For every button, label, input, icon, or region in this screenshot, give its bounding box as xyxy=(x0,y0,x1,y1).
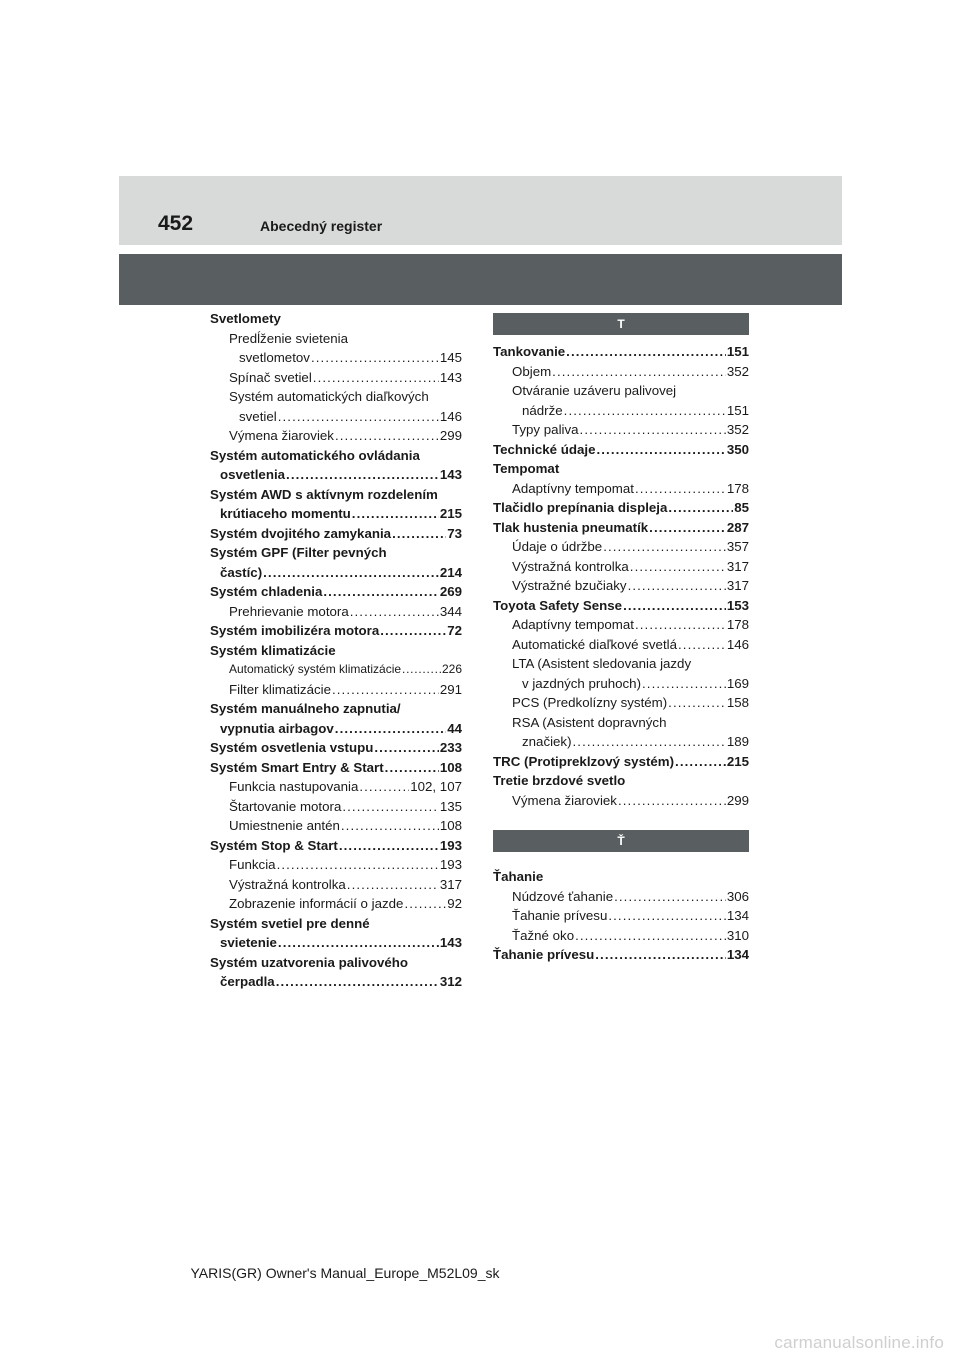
index-entry-page: 72 xyxy=(447,623,462,638)
index-entry-term: Systém automatického ovládania xyxy=(210,447,420,463)
index-entry-term: Systém manuálneho zapnutia/ xyxy=(210,701,401,716)
index-entry xyxy=(493,674,749,694)
index-entry-term: Otváranie uzáveru palivovej xyxy=(512,383,677,398)
dot-leader xyxy=(278,933,439,953)
index-entry xyxy=(210,875,462,895)
index-entry-term: Automatické diaľkové svetlá xyxy=(512,636,677,652)
dot-leader xyxy=(263,563,439,583)
index-entry-page: 135 xyxy=(439,798,462,814)
index-entry-page: 143 xyxy=(439,369,462,385)
index-entry-page: 146 xyxy=(439,408,462,424)
index-entry xyxy=(210,758,462,778)
dot-leader xyxy=(385,758,439,778)
section-title: Abecedný register xyxy=(260,218,383,234)
dot-leader xyxy=(642,674,726,694)
header-dark-band xyxy=(119,254,842,305)
index-entry-term: Výstražná kontrolka xyxy=(229,876,346,892)
index-entry xyxy=(210,407,462,427)
index-entry-page: 178 xyxy=(726,480,749,496)
index-entry xyxy=(210,699,462,719)
index-entry-term: Funkcia xyxy=(229,857,276,872)
index-entry-page: 143 xyxy=(439,467,462,482)
index-entry xyxy=(210,797,462,817)
index-entry xyxy=(493,635,749,655)
dot-leader xyxy=(564,401,726,421)
dot-leader xyxy=(276,972,439,992)
index-entry xyxy=(210,368,462,388)
index-entry-page: 226 xyxy=(441,662,462,676)
index-entry-page: 357 xyxy=(726,539,749,554)
dot-leader xyxy=(352,504,439,524)
index-column-left xyxy=(210,309,462,992)
index-entry xyxy=(210,524,462,544)
index-entry xyxy=(493,479,749,499)
dot-leader xyxy=(573,732,726,752)
dot-leader xyxy=(575,926,726,946)
index-entry xyxy=(210,446,462,466)
dot-leader xyxy=(339,836,439,856)
index-entry-page: 317 xyxy=(726,578,749,593)
index-entry xyxy=(493,771,749,791)
index-entry xyxy=(210,816,462,836)
dot-leader xyxy=(332,680,439,700)
index-entry-term: Výstražná kontrolka xyxy=(512,558,629,574)
index-entry-page: 189 xyxy=(726,734,749,749)
index-entry xyxy=(493,654,749,674)
index-entry-term: TRC (Protipreklzový systém) xyxy=(493,753,675,769)
index-entry-page: 44 xyxy=(447,720,462,736)
dot-leader xyxy=(595,945,726,965)
index-entry xyxy=(493,887,749,907)
index-entry-term: Tankovanie xyxy=(493,344,566,359)
index-entry-page: 215 xyxy=(726,753,749,769)
index-entry xyxy=(493,945,749,965)
index-entry xyxy=(210,680,462,700)
index-entry-term: Systém automatických diaľkových xyxy=(229,389,429,404)
index-entry-term: Typy paliva xyxy=(512,422,579,437)
index-entry-page: 193 xyxy=(439,837,462,853)
index-entry-term: Systém AWD s aktívnym rozdelením xyxy=(210,486,438,502)
index-entry-term: PCS (Predkolízny systém) xyxy=(512,695,668,710)
dot-leader xyxy=(374,738,438,758)
index-entry-page: 151 xyxy=(726,402,749,418)
index-entry-page: 146 xyxy=(726,636,749,652)
dot-leader xyxy=(335,719,446,739)
index-entry xyxy=(493,732,749,752)
letter-heading-bar: Ť xyxy=(493,830,749,852)
index-entry-page: 85 xyxy=(734,500,749,515)
index-entry xyxy=(210,972,462,992)
index-entry-term: krútiaceho momentu xyxy=(220,506,351,521)
dot-leader xyxy=(678,635,726,655)
index-entry-page: 344 xyxy=(439,603,462,619)
index-entry xyxy=(210,426,462,446)
dot-leader xyxy=(278,407,439,427)
index-entry-page: 102, 107 xyxy=(410,779,462,794)
index-entry-page: 158 xyxy=(726,695,749,710)
index-entry-page: 73 xyxy=(447,525,462,541)
index-entry xyxy=(493,713,749,733)
index-entry-term: Adaptívny tempomat xyxy=(512,480,634,496)
letter-heading-bar: T xyxy=(493,313,749,335)
dot-leader xyxy=(277,855,439,875)
index-entry xyxy=(210,660,462,680)
index-entry xyxy=(493,693,749,713)
index-entry xyxy=(210,563,462,583)
dot-leader xyxy=(635,615,726,635)
index-entry-page: 92 xyxy=(447,896,462,911)
index-entry-term: v jazdných pruhoch) xyxy=(522,675,641,691)
index-entry-term: RSA (Asistent dopravných xyxy=(512,714,667,730)
index-entry xyxy=(493,342,749,362)
index-entry-term: značiek) xyxy=(522,734,572,749)
dot-leader xyxy=(603,537,726,557)
index-entry-term: Tretie brzdové svetlo xyxy=(493,773,626,788)
index-entry-page: 143 xyxy=(439,935,462,950)
index-entry xyxy=(493,440,749,460)
index-entry xyxy=(210,621,462,641)
index-entry xyxy=(210,582,462,602)
index-entry-term: Ťahanie prívesu xyxy=(512,908,608,923)
index-entry-term: Systém imobilizéra motora xyxy=(210,623,380,638)
index-entry-term: Systém klimatizácie xyxy=(210,642,336,658)
index-entry xyxy=(493,381,749,401)
dot-leader xyxy=(618,791,726,811)
index-entry-term: nádrže xyxy=(522,402,563,418)
index-entry xyxy=(493,459,749,479)
index-entry-page: 269 xyxy=(439,584,462,599)
index-entry xyxy=(210,933,462,953)
dot-leader xyxy=(580,420,726,440)
index-entry-term: Toyota Safety Sense xyxy=(493,597,623,613)
index-entry-term: Prehrievanie motora xyxy=(229,603,349,619)
index-entry-page: 178 xyxy=(726,617,749,632)
index-entry xyxy=(493,867,749,887)
index-entry-term: Systém svetiel pre denné xyxy=(210,915,370,931)
index-entry-term: Štartovanie motora xyxy=(229,798,342,814)
index-entry-page: 306 xyxy=(726,888,749,904)
dot-leader xyxy=(359,777,409,797)
dot-leader xyxy=(286,465,439,485)
index-entry-page: 153 xyxy=(726,597,749,613)
index-entry xyxy=(493,420,749,440)
index-entry-page: 352 xyxy=(726,363,749,379)
index-entry-term: Filter klimatizácie xyxy=(229,681,331,697)
index-entry xyxy=(210,953,462,973)
index-entry-term: Výmena žiaroviek xyxy=(229,428,334,443)
index-entry-page: 310 xyxy=(726,927,749,943)
page-number: 452 xyxy=(157,212,194,235)
dot-leader xyxy=(630,557,726,577)
index-entry-term: Údaje o údržbe xyxy=(512,539,603,554)
index-entry xyxy=(210,329,462,349)
index-entry-term: Systém dvojitého zamykania xyxy=(210,525,392,541)
dot-leader xyxy=(392,524,446,544)
index-entry-page: 233 xyxy=(439,740,462,755)
footer-text: YARIS(GR) Owner's Manual_Europe_M52L09_sk xyxy=(190,1265,500,1281)
index-entry-term: Ťahanie xyxy=(493,869,544,884)
index-entry xyxy=(210,309,462,329)
index-entry xyxy=(493,518,749,538)
index-entry xyxy=(210,777,462,797)
dot-leader xyxy=(635,479,726,499)
index-entry-page: 108 xyxy=(439,759,462,775)
index-entry xyxy=(493,557,749,577)
index-entry-term: vypnutia airbagov xyxy=(220,720,334,736)
index-entry-term: svetlometov xyxy=(239,350,310,365)
index-entry-page: 312 xyxy=(439,974,462,989)
index-entry xyxy=(210,504,462,524)
dot-leader xyxy=(323,582,438,602)
index-entry-term: Systém Smart Entry & Start xyxy=(210,759,384,775)
dot-leader xyxy=(311,348,439,368)
index-entry-term: Zobrazenie informácií o jazde xyxy=(229,896,404,911)
index-entry xyxy=(493,906,749,926)
index-entry-page: 215 xyxy=(439,506,462,521)
dot-leader xyxy=(335,426,439,446)
index-entry-page: 169 xyxy=(726,675,749,691)
dot-leader xyxy=(566,342,726,362)
index-entry-term: Objem xyxy=(512,363,552,379)
index-entry xyxy=(210,485,462,505)
index-entry xyxy=(210,543,462,563)
dot-leader xyxy=(552,362,726,382)
index-entry-term: Technické údaje xyxy=(493,441,596,457)
dot-leader xyxy=(649,518,726,538)
index-entry xyxy=(493,926,749,946)
index-entry xyxy=(210,602,462,622)
index-entry-term: Tlačidlo prepínania displeja xyxy=(493,500,668,515)
index-entry xyxy=(493,596,749,616)
dot-leader xyxy=(313,368,439,388)
index-entry xyxy=(493,498,749,518)
index-entry xyxy=(210,465,462,485)
index-entry-term: Tlak hustenia pneumatík xyxy=(493,519,649,535)
index-entry-term: LTA (Asistent sledovania jazdy xyxy=(512,656,692,671)
index-entry-page: 291 xyxy=(439,681,462,697)
index-entry-term: Systém GPF (Filter pevných xyxy=(210,545,387,560)
dot-leader xyxy=(380,621,446,641)
index-entry-term: Svetlomety xyxy=(210,311,281,326)
index-entry-page: 151 xyxy=(726,344,749,359)
index-entry xyxy=(210,387,462,407)
index-entry xyxy=(210,641,462,661)
index-entry xyxy=(493,537,749,557)
index-entry-term: osvetlenia xyxy=(220,467,286,482)
dot-leader xyxy=(668,498,733,518)
index-entry xyxy=(210,348,462,368)
index-entry-page: 317 xyxy=(439,876,462,892)
index-entry xyxy=(210,855,462,875)
index-entry-term: Tempomat xyxy=(493,461,560,476)
index-entry-term: častíc) xyxy=(220,564,263,580)
index-entry-term: Predĺženie svietenia xyxy=(229,330,349,346)
index-entry xyxy=(493,615,749,635)
dot-leader xyxy=(350,602,439,622)
index-entry-term: Spínač svetiel xyxy=(229,369,312,385)
index-entry-term: Umiestnenie antén xyxy=(229,818,340,833)
index-entry-page: 299 xyxy=(439,428,462,443)
dot-leader xyxy=(404,894,446,914)
index-entry xyxy=(493,576,749,596)
index-entry-term: svietenie xyxy=(220,935,277,950)
index-entry-term: Systém Stop & Start xyxy=(210,837,338,853)
index-entry-term: Funkcia nastupovania xyxy=(229,779,359,794)
dot-leader xyxy=(668,693,726,713)
index-entry xyxy=(210,836,462,856)
dot-leader xyxy=(341,816,439,836)
index-entry-page: 350 xyxy=(726,441,749,457)
dot-leader xyxy=(608,906,725,926)
dot-leader xyxy=(675,752,726,772)
index-entry-term: Systém uzatvorenia palivového xyxy=(210,954,409,970)
dot-leader xyxy=(402,660,441,680)
index-entry-page: 145 xyxy=(439,350,462,365)
dot-leader xyxy=(596,440,725,460)
index-entry-page: 193 xyxy=(439,857,462,872)
index-entry xyxy=(210,719,462,739)
index-entry-term: Adaptívny tempomat xyxy=(512,617,634,632)
index-entry xyxy=(210,894,462,914)
index-entry xyxy=(493,362,749,382)
index-entry-page: 108 xyxy=(439,818,462,833)
index-entry-page: 299 xyxy=(726,792,749,808)
index-column-right xyxy=(493,313,749,965)
index-entry-term: čerpadla xyxy=(220,974,275,989)
index-entry-page: 317 xyxy=(726,558,749,574)
dot-leader xyxy=(347,875,439,895)
index-entry-term: Systém chladenia xyxy=(210,584,323,599)
index-entry-term: Výmena žiaroviek xyxy=(512,792,617,808)
index-entry-term: Automatický systém klimatizácie xyxy=(229,662,402,676)
index-entry-page: 134 xyxy=(726,947,749,962)
index-entry-page: 134 xyxy=(726,908,749,923)
index-entry xyxy=(210,914,462,934)
dot-leader xyxy=(342,797,438,817)
index-entry-page: 214 xyxy=(439,564,462,580)
index-entry-page: 287 xyxy=(726,519,749,535)
index-entry xyxy=(493,401,749,421)
index-entry xyxy=(210,738,462,758)
index-entry xyxy=(493,752,749,772)
dot-leader xyxy=(623,596,726,616)
index-entry-term: Výstražné bzučiaky xyxy=(512,578,627,593)
index-entry-term: Núdzové ťahanie xyxy=(512,888,614,904)
index-entry-page: 352 xyxy=(726,422,749,437)
index-entry xyxy=(493,791,749,811)
dot-leader xyxy=(628,576,726,596)
index-entry-term: Ťažné oko xyxy=(512,927,575,943)
index-entry-term: Systém osvetlenia vstupu xyxy=(210,740,374,755)
index-entry-term: Ťahanie prívesu xyxy=(493,947,595,962)
watermark: carmanualsonline.info xyxy=(774,1333,944,1352)
index-entry-term: svetiel xyxy=(239,408,277,424)
dot-leader xyxy=(614,887,726,907)
